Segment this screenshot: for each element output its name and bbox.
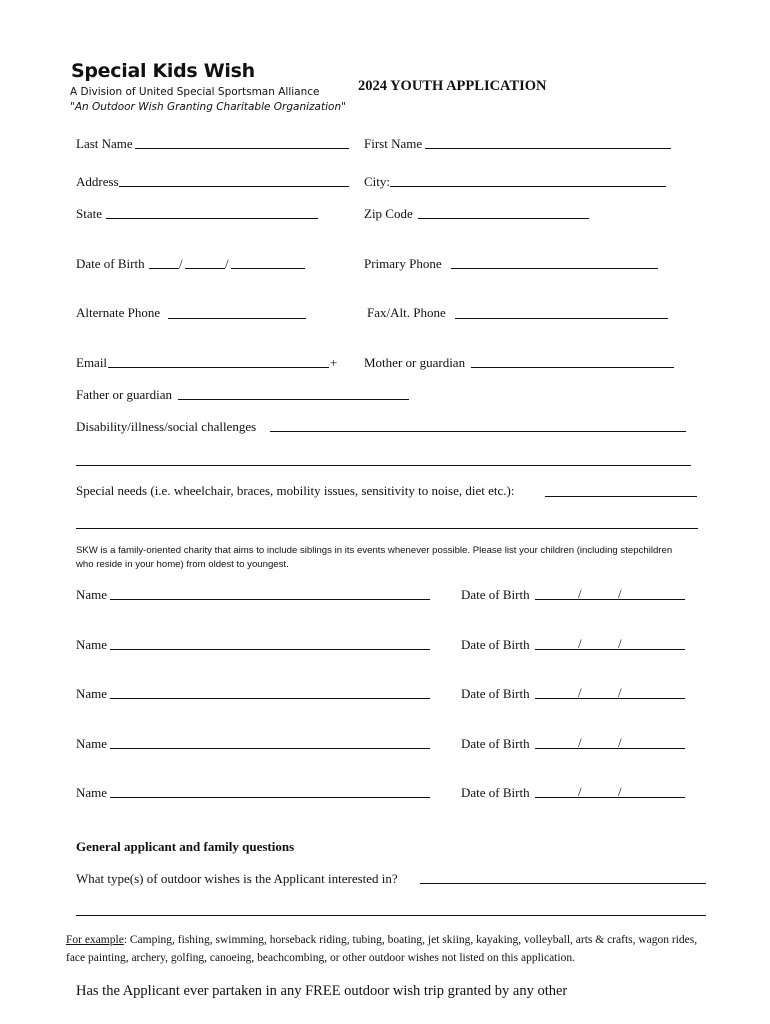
email-field[interactable] bbox=[108, 367, 329, 368]
mother-field[interactable] bbox=[471, 367, 674, 368]
father-label: Father or guardian bbox=[76, 387, 173, 402]
sibling-dob-sep: / bbox=[618, 685, 622, 700]
last-name-field[interactable] bbox=[135, 148, 349, 149]
sibling-name-label: Name bbox=[76, 785, 108, 800]
sibling-name-field[interactable] bbox=[110, 599, 430, 600]
org-division: A Division of United Special Sportsman Alliance bbox=[70, 86, 320, 98]
state-field[interactable] bbox=[106, 218, 318, 219]
siblings-note: SKW is a family-oriented charity that aims to include siblings in its events whenever possible. Please list your children (including stepchildren who reside in your home) from oldest to youngest. bbox=[76, 545, 673, 570]
alternate-phone-field[interactable] bbox=[168, 318, 306, 319]
special-needs-field[interactable] bbox=[545, 496, 697, 497]
example-label: For example bbox=[66, 934, 124, 946]
dob-month-field[interactable] bbox=[149, 268, 179, 269]
last-name-label: Last Name bbox=[76, 136, 133, 151]
dob-label: Date of Birth bbox=[76, 256, 145, 271]
special-needs-label: Special needs (i.e. wheelchair, braces, mobility issues, sensitivity to noise, diet etc.): bbox=[76, 483, 515, 498]
alternate-phone-label: Alternate Phone bbox=[76, 305, 161, 320]
sibling-dob-sep: / bbox=[578, 636, 582, 651]
father-field[interactable] bbox=[178, 399, 409, 400]
sibling-dob-label: Date of Birth bbox=[461, 587, 530, 602]
first-name-field[interactable] bbox=[425, 148, 671, 149]
sibling-dob-sep: / bbox=[578, 685, 582, 700]
sibling-dob-field[interactable] bbox=[535, 797, 685, 798]
form-title: 2024 YOUTH APPLICATION bbox=[358, 78, 547, 94]
wish-type-field-line-2[interactable] bbox=[76, 915, 706, 916]
sibling-dob-sep: / bbox=[578, 784, 582, 799]
free-trip-question: Has the Applicant ever partaken in any FREE outdoor wish trip granted by any other bbox=[76, 983, 568, 999]
general-section-title: General applicant and family questions bbox=[76, 839, 295, 854]
special-needs-field-line-2[interactable] bbox=[76, 528, 698, 529]
sibling-dob-field[interactable] bbox=[535, 748, 685, 749]
wish-type-field[interactable] bbox=[420, 883, 706, 884]
fax-field[interactable] bbox=[455, 318, 668, 319]
disability-label: Disability/illness/social challenges bbox=[76, 419, 257, 434]
first-name-label: First Name bbox=[364, 136, 423, 151]
sibling-dob-label: Date of Birth bbox=[461, 736, 530, 751]
primary-phone-field[interactable] bbox=[451, 268, 658, 269]
example-text: : Camping, fishing, swimming, horseback riding, tubing, boating, jet skiing, kayaking, volleyball, arts & crafts, wagon rides, face painting, archery, golfing, canoeing, beachcombing, or other outdoor wishes not listed on this application. bbox=[66, 934, 698, 964]
sibling-name-field[interactable] bbox=[110, 698, 430, 699]
sibling-dob-sep: / bbox=[618, 586, 622, 601]
email-plus: + bbox=[330, 355, 338, 370]
sibling-name-field[interactable] bbox=[110, 797, 430, 798]
sibling-name-label: Name bbox=[76, 686, 108, 701]
sibling-name-field[interactable] bbox=[110, 649, 430, 650]
zip-field[interactable] bbox=[418, 218, 589, 219]
disability-field[interactable] bbox=[270, 431, 686, 432]
city-label: City: bbox=[364, 174, 391, 189]
address-label: Address bbox=[76, 174, 119, 189]
sibling-dob-sep: / bbox=[578, 586, 582, 601]
zip-label: Zip Code bbox=[364, 206, 413, 221]
org-name: Special Kids Wish bbox=[71, 60, 255, 82]
city-field[interactable] bbox=[390, 186, 666, 187]
sibling-name-field[interactable] bbox=[110, 748, 430, 749]
sibling-dob-sep: / bbox=[618, 735, 622, 750]
address-field[interactable] bbox=[119, 186, 349, 187]
sibling-dob-sep: / bbox=[578, 735, 582, 750]
org-slogan: "An Outdoor Wish Granting Charitable Organization" bbox=[70, 101, 346, 113]
dob-sep-1: / bbox=[179, 256, 183, 271]
wish-type-question: What type(s) of outdoor wishes is the Applicant interested in? bbox=[76, 871, 398, 886]
primary-phone-label: Primary Phone bbox=[364, 256, 442, 271]
sibling-name-label: Name bbox=[76, 736, 108, 751]
disability-field-line-2[interactable] bbox=[76, 465, 691, 466]
sibling-dob-field[interactable] bbox=[535, 649, 685, 650]
email-label: Email bbox=[76, 355, 108, 370]
dob-day-field[interactable] bbox=[185, 268, 225, 269]
sibling-dob-label: Date of Birth bbox=[461, 686, 530, 701]
sibling-dob-label: Date of Birth bbox=[461, 785, 530, 800]
sibling-name-label: Name bbox=[76, 637, 108, 652]
mother-label: Mother or guardian bbox=[364, 355, 466, 370]
sibling-name-label: Name bbox=[76, 587, 108, 602]
sibling-dob-sep: / bbox=[618, 784, 622, 799]
wish-examples bbox=[66, 931, 706, 967]
dob-sep-2: / bbox=[225, 256, 229, 271]
sibling-dob-field[interactable] bbox=[535, 698, 685, 699]
sibling-dob-field[interactable] bbox=[535, 599, 685, 600]
sibling-dob-label: Date of Birth bbox=[461, 637, 530, 652]
state-label: State bbox=[76, 206, 102, 221]
fax-label: Fax/Alt. Phone bbox=[367, 305, 446, 320]
sibling-dob-sep: / bbox=[618, 636, 622, 651]
dob-year-field[interactable] bbox=[231, 268, 305, 269]
